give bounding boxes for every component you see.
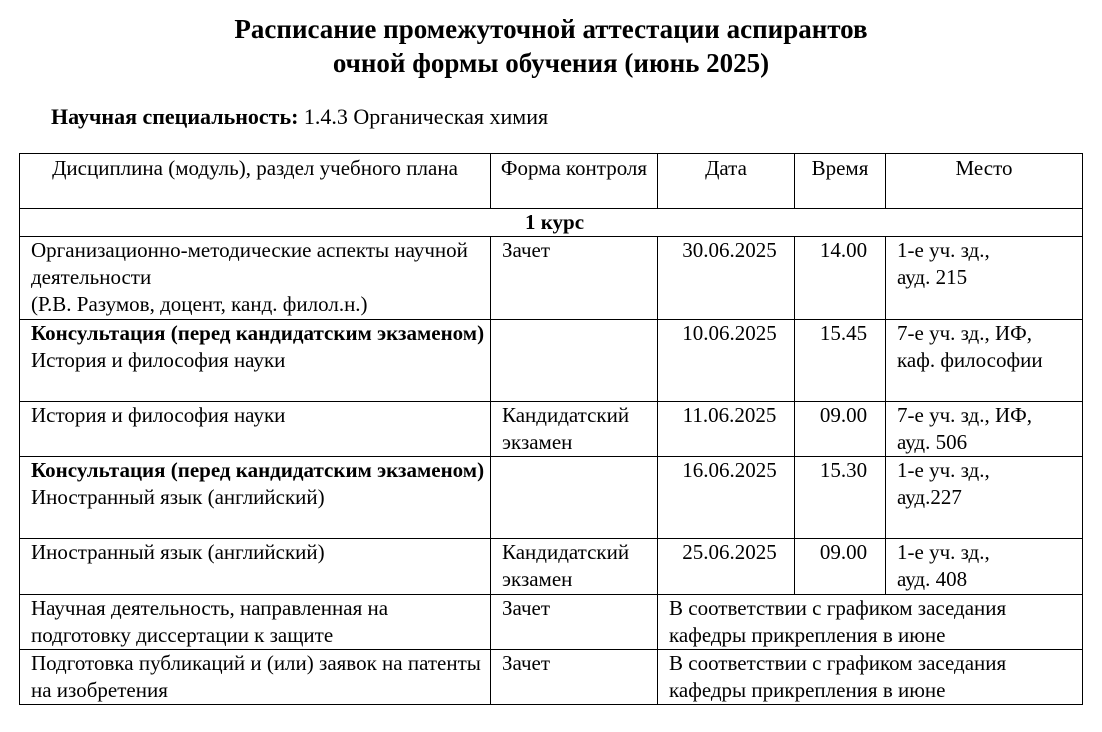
title-line-1: Расписание промежуточной аттестации аспирантов	[234, 14, 868, 44]
time-cell: 09.00	[795, 402, 886, 457]
table-row	[20, 650, 1083, 705]
discipline-text: Организационно-методические аспекты научной деятельности	[31, 238, 468, 289]
header-form: Форма контроля	[491, 154, 658, 209]
discipline-cell	[20, 237, 491, 320]
date-cell: 11.06.2025	[658, 402, 795, 457]
discipline-teacher: (Р.В. Разумов, доцент, канд. филол.н.)	[31, 292, 368, 316]
discipline-text: История и философия науки	[31, 403, 286, 427]
place-room: ауд. 408	[897, 567, 968, 591]
form-cell: Зачет	[491, 595, 658, 650]
place-building: 1-е уч. зд.,	[897, 238, 990, 262]
discipline-text: Иностранный язык (английский)	[31, 540, 325, 564]
date-cell: 10.06.2025	[658, 320, 795, 402]
place-cell	[886, 320, 1083, 402]
table-header-row	[20, 154, 1083, 209]
table-row	[20, 237, 1083, 320]
discipline-text: История и философия науки	[31, 348, 286, 372]
specialty-value: 1.4.3 Органическая химия	[303, 104, 549, 129]
header-place: Место	[886, 154, 1083, 209]
form-cell	[491, 320, 658, 402]
discipline-cell	[20, 539, 491, 595]
place-cell	[886, 237, 1083, 320]
time-cell: 14.00	[795, 237, 886, 320]
time-cell: 15.30	[795, 457, 886, 539]
discipline-cell	[20, 457, 491, 539]
date-cell: 30.06.2025	[658, 237, 795, 320]
discipline-cell: Подготовка публикаций и (или) заявок на патенты на изобретения	[20, 650, 491, 705]
place-building: 1-е уч. зд.,	[897, 540, 990, 564]
header-discipline: Дисциплина (модуль), раздел учебного плана	[20, 154, 491, 209]
place-cell	[886, 402, 1083, 457]
course-label: 1 курс	[20, 209, 1083, 237]
place-room: ауд. 215	[897, 265, 968, 289]
place-cell	[886, 539, 1083, 595]
discipline-cell: Научная деятельность, направленная на подготовку диссертации к защите	[20, 595, 491, 650]
header-time: Время	[795, 154, 886, 209]
table-row	[20, 457, 1083, 539]
specialty-line	[51, 103, 548, 131]
place-room: ауд.227	[897, 485, 962, 509]
specialty-label: Научная специальность:	[51, 104, 299, 129]
place-building: 7-е уч. зд., ИФ,	[897, 321, 1032, 345]
schedule-table	[19, 153, 1083, 705]
time-cell: 15.45	[795, 320, 886, 402]
date-cell: 25.06.2025	[658, 539, 795, 595]
date-cell: 16.06.2025	[658, 457, 795, 539]
discipline-text: Иностранный язык (английский)	[31, 485, 325, 509]
place-building: 1-е уч. зд.,	[897, 458, 990, 482]
header-date: Дата	[658, 154, 795, 209]
table-row	[20, 539, 1083, 595]
consultation-label: Консультация (перед кандидатским экзаменом)	[31, 458, 485, 482]
form-cell: Зачет	[491, 237, 658, 320]
schedule-note-cell: В соответствии с графиком заседания кафедры прикрепления в июне	[658, 650, 1083, 705]
schedule-note-cell: В соответствии с графиком заседания кафедры прикрепления в июне	[658, 595, 1083, 650]
table-row	[20, 595, 1083, 650]
form-cell: Зачет	[491, 650, 658, 705]
table-row	[20, 402, 1083, 457]
table-row	[20, 320, 1083, 402]
time-cell: 09.00	[795, 539, 886, 595]
place-room: ауд. 506	[897, 430, 968, 454]
title-line-2: очной формы обучения (июнь 2025)	[332, 48, 770, 78]
course-row	[20, 209, 1083, 237]
form-cell: Кандидатский экзамен	[491, 402, 658, 457]
discipline-cell	[20, 402, 491, 457]
discipline-cell	[20, 320, 491, 402]
form-cell	[491, 457, 658, 539]
place-room: каф. философии	[897, 348, 1043, 372]
document-title	[0, 12, 1102, 80]
form-cell: Кандидатский экзамен	[491, 539, 658, 595]
place-building: 7-е уч. зд., ИФ,	[897, 403, 1032, 427]
consultation-label: Консультация (перед кандидатским экзаменом)	[31, 321, 485, 345]
place-cell	[886, 457, 1083, 539]
